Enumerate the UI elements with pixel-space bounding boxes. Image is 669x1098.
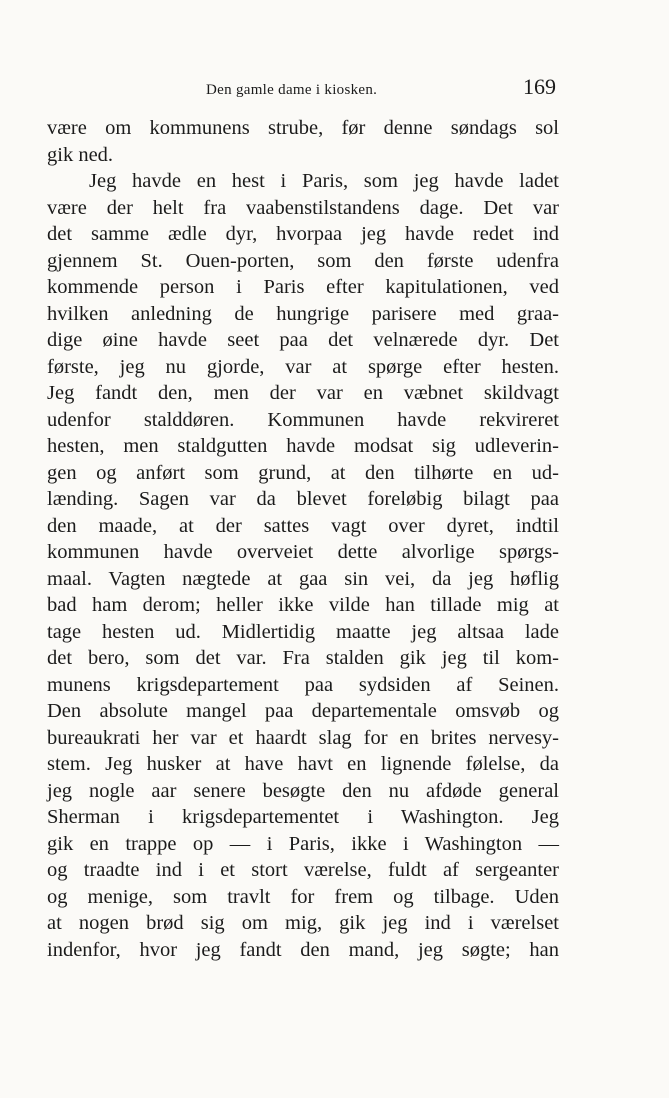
- text-line: maal. Vagten nægtede at gaa sin vei, da jeg høflig: [47, 567, 559, 590]
- text-line: det samme ædle dyr, hvorpaa jeg havde redet ind: [47, 223, 559, 245]
- text-line: første, jeg nu gjorde, var at spørge efter hesten.: [47, 355, 559, 378]
- text-line: jeg nogle aar senere besøgte den nu afdøde general: [47, 779, 559, 802]
- text-line: at nogen brød sig om mig, gik jeg ind i værelset: [47, 912, 559, 934]
- text-line: Jeg fandt den, men der var en væbnet skildvagt: [47, 382, 559, 404]
- body-text: [47, 115, 559, 963]
- text-line: kommende person i Paris efter kapitulationen, ved: [47, 276, 559, 298]
- text-line: den maade, at der sattes vagt over dyret, indtil: [47, 514, 559, 537]
- text-line: være der helt fra vaabenstilstandens dage. Det var: [47, 196, 559, 219]
- page-number: 169: [523, 74, 556, 99]
- text-line: munens krigsdepartement paa sydsiden af Seinen.: [47, 673, 559, 696]
- text-line: gik ned.: [47, 143, 114, 166]
- text-line: og menige, som travlt for frem og tilbage. Uden: [47, 885, 559, 908]
- running-head-title: Den gamle dame i kiosken.: [206, 82, 378, 98]
- text-line: bad ham derom; heller ikke vilde han tillade mig at: [47, 594, 559, 616]
- text-line: gjennem St. Ouen-porten, som den første udenfra: [47, 249, 559, 272]
- text-line: være om kommunens strube, før denne søndags sol: [47, 117, 559, 139]
- text-line: stem. Jeg husker at have havt en lignende følelse, da: [47, 753, 559, 775]
- text-line: gen og anført som grund, at den tilhørte en ud-: [47, 461, 559, 484]
- text-line: Den absolute mangel paa departementale omsvøb og: [47, 700, 559, 722]
- text-line: lænding. Sagen var da blevet foreløbig bilagt paa: [47, 488, 559, 510]
- text-line: bureaukrati her var et haardt slag for en brites nervesy-: [47, 726, 559, 749]
- text-line: indenfor, hvor jeg fandt den mand, jeg søgte; han: [47, 938, 559, 961]
- text-line: hvilken anledning de hungrige parisere med graa-: [47, 302, 559, 325]
- text-line: hesten, men staldgutten havde modsat sig udleverin-: [47, 435, 559, 457]
- text-line: udenfor stalddøren. Kommunen havde rekvireret: [47, 408, 559, 431]
- text-line: og traadte ind i et stort værelse, fuldt af sergeanter: [47, 859, 559, 881]
- text-line: tage hesten ud. Midlertidig maatte jeg altsaa lade: [47, 620, 559, 643]
- text-line: Sherman i krigsdepartementet i Washington. Jeg: [47, 806, 559, 828]
- text-line: gik en trappe op — i Paris, ikke i Washington —: [47, 832, 559, 855]
- text-line: dige øine havde seet paa det velnærede dyr. Det: [47, 329, 559, 351]
- text-line: Jeg havde en hest i Paris, som jeg havde ladet: [89, 170, 559, 192]
- text-line: kommunen havde overveiet dette alvorlige spørgs-: [47, 541, 559, 563]
- text-line: det bero, som det var. Fra stalden gik jeg til kom-: [47, 647, 559, 669]
